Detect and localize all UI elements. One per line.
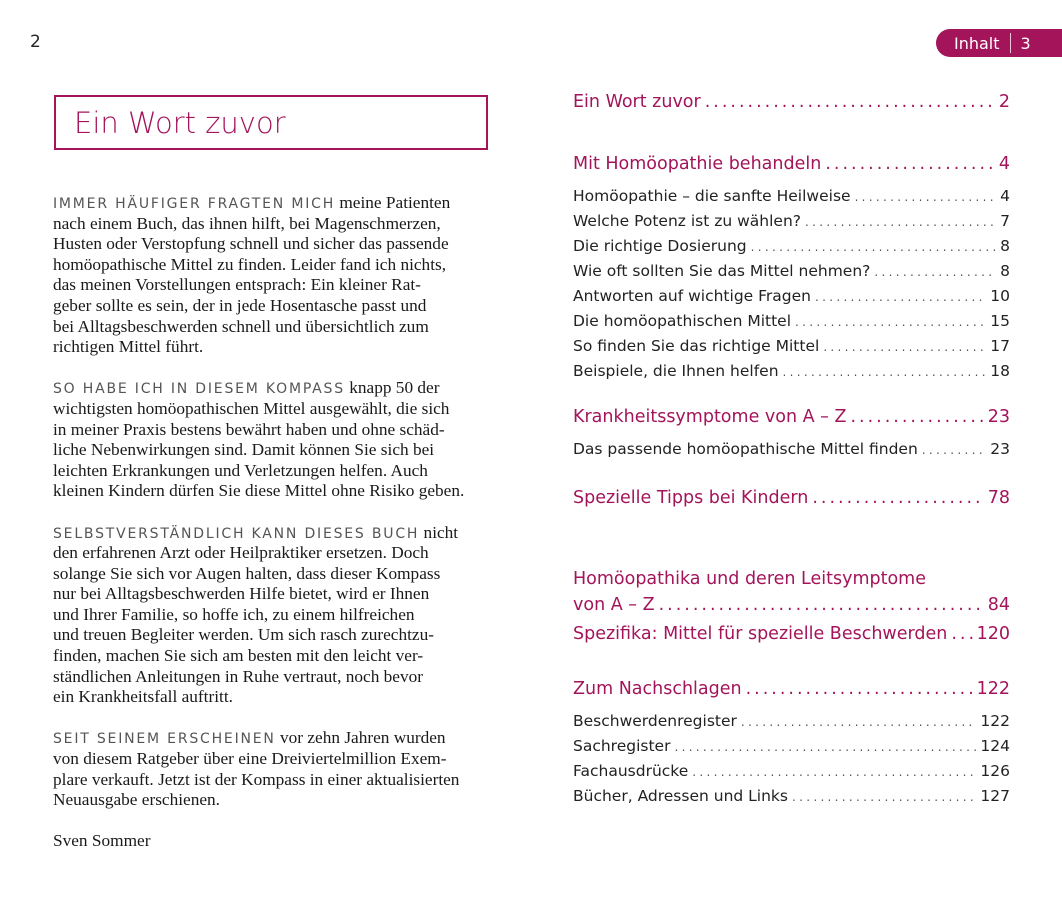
text-line [53, 523, 498, 544]
text-line: wichtigsten homöopathischen Mittel ausgewählt, die sich [53, 398, 450, 418]
toc-entry[interactable] [573, 262, 1010, 280]
page-number-left: 2 [30, 32, 41, 52]
toc-page-number: 17 [990, 337, 1010, 355]
toc-title: Fachausdrücke [573, 762, 689, 780]
text-line [53, 193, 498, 214]
dot-leader [850, 407, 983, 427]
toc-title: Spezifika: Mittel für spezielle Beschwerden [573, 624, 948, 644]
section-tab-label: Inhalt [954, 33, 1000, 53]
dot-leader [659, 595, 984, 615]
line-text: vor zehn Jahren wurden [275, 728, 446, 748]
dot-leader [855, 190, 997, 204]
section-tab [936, 29, 1062, 57]
text-line [53, 378, 498, 399]
toc-title: Das passende homöopathische Mittel finden [573, 440, 918, 458]
lead-in-caps: SEIT SEINEM ERSCHEINEN [53, 731, 276, 748]
toc-title: Beispiele, die Ihnen helfen [573, 362, 779, 380]
toc-title: Mit Homöopathie behandeln [573, 154, 822, 174]
dot-leader [783, 365, 987, 379]
toc-page-number: 7 [1000, 212, 1010, 230]
lead-in-caps: SO HABE ICH IN DIESEM KOMPASS [53, 381, 345, 398]
text-line: richtigen Mittel führt. [53, 337, 204, 357]
text-line: solange Sie sich vor Augen halten, dass dieser Kompass [53, 563, 441, 583]
toc-page-number: 78 [987, 488, 1010, 508]
lead-in-caps: SELBSTVERSTÄNDLICH KANN DIESES BUCH [53, 525, 420, 542]
toc-title: Wie oft sollten Sie das Mittel nehmen? [573, 262, 871, 280]
toc-entry[interactable] [573, 787, 1010, 805]
toc-heading[interactable] [573, 154, 1010, 174]
toc-page-number: 2 [998, 92, 1010, 112]
text-line: ein Krankheitsfall auftritt. [53, 687, 233, 707]
toc-page-number: 23 [987, 407, 1010, 427]
toc-title: So finden Sie das richtige Mittel [573, 337, 820, 355]
toc-page-number: 8 [1000, 237, 1010, 255]
toc-page-number: 122 [976, 679, 1010, 699]
toc-title: Beschwerdenregister [573, 712, 737, 730]
toc-page-number: 10 [990, 287, 1010, 305]
text-line: Neuausgabe erschienen. [53, 790, 220, 810]
lead-in-caps: IMMER HÄUFIGER FRAGTEN MICH [53, 196, 336, 212]
toc-heading[interactable] [573, 624, 1010, 644]
text-line: ständlichen Anleitungen in Ruhe vertraut, noch bevor [53, 666, 424, 686]
toc-title: Bücher, Adressen und Links [573, 787, 788, 805]
text-line: homöopathische Mittel zu finden. Leider fand ich nichts, [53, 254, 447, 274]
toc-entry[interactable] [573, 237, 1010, 255]
toc-page-number: 127 [980, 787, 1010, 805]
toc-title: Spezielle Tipps bei Kindern [573, 488, 809, 508]
toc-title: Antworten auf wichtige Fragen [573, 287, 811, 305]
text-line: geber sollte es sein, der in jede Hosentasche passt und [53, 295, 427, 315]
toc-title: Ein Wort zuvor [573, 92, 701, 112]
text-line: das meinen Vorstellungen entsprach: Ein kleiner Rat- [53, 275, 421, 295]
text-line: kleinen Kindern dürfen Sie diese Mittel ohne Risiko geben. [53, 481, 465, 501]
toc-page-number: 8 [1000, 262, 1010, 280]
tab-divider [1010, 33, 1011, 53]
dot-leader [795, 315, 986, 329]
toc-title: Welche Potenz ist zu wählen? [573, 212, 802, 230]
toc-page-number: 122 [980, 712, 1010, 730]
text-line: nur bei Alltagsbeschwerden Hilfe bietet, wird er Ihnen [53, 584, 430, 604]
toc-title: Sachregister [573, 737, 671, 755]
dot-leader [674, 740, 976, 754]
toc-entry[interactable] [573, 440, 1010, 458]
foreword-text [53, 193, 498, 852]
toc-heading-line[interactable]: Homöopathika und deren Leitsymptome [573, 569, 926, 589]
text-line: leichten Erkrankungen und Verletzungen helfen. Auch [53, 460, 428, 480]
line-text: meine Patienten [335, 193, 451, 212]
toc-entry[interactable] [573, 187, 1010, 205]
toc-entry[interactable] [573, 337, 1010, 355]
paragraph [53, 378, 498, 502]
dot-leader [805, 215, 996, 229]
toc-heading[interactable] [573, 488, 1010, 508]
toc-entry[interactable] [573, 212, 1010, 230]
text-line [53, 728, 498, 749]
toc-title: Homöopathie – die sanfte Heilweise [573, 187, 851, 205]
toc-page-number: 84 [987, 595, 1010, 615]
toc-entry[interactable] [573, 712, 1010, 730]
toc-page-number: 124 [980, 737, 1010, 755]
toc-entry[interactable] [573, 362, 1010, 380]
dot-leader [692, 765, 976, 779]
chapter-title-box [54, 95, 488, 150]
toc-heading[interactable] [573, 679, 1010, 699]
text-line: in meiner Praxis bestens bewährt haben und ohne schäd- [53, 419, 445, 439]
toc-page-number: 23 [990, 440, 1010, 458]
dot-leader [751, 240, 997, 254]
toc-page-number: 15 [990, 312, 1010, 330]
toc-title: Die homöopathischen Mittel [573, 312, 792, 330]
toc-title: von A – Z [573, 595, 655, 615]
toc-title: Zum Nachschlagen [573, 679, 742, 699]
toc-heading[interactable] [573, 595, 1010, 615]
toc-title: Krankheitssymptome von A – Z [573, 407, 847, 427]
toc-entry[interactable] [573, 312, 1010, 330]
toc-page-number: 4 [998, 154, 1010, 174]
text-line: bei Alltagsbeschwerden schnell und übersichtlich zum [53, 316, 429, 336]
dot-leader [705, 92, 995, 112]
dot-leader [823, 340, 986, 354]
dot-leader [792, 790, 976, 804]
toc-page-number: 126 [980, 762, 1010, 780]
toc-heading[interactable] [573, 92, 1010, 112]
dot-leader [825, 154, 995, 174]
dot-leader [812, 488, 983, 508]
paragraph [53, 728, 498, 810]
dot-leader [922, 443, 986, 457]
text-line: den erfahrenen Arzt oder Heilpraktiker ersetzen. Doch [53, 543, 429, 563]
text-line: und treuen Begleiter werden. Um sich rasch zurechtzu- [53, 625, 434, 645]
toc-entry[interactable] [573, 737, 1010, 755]
toc-title: Die richtige Dosierung [573, 237, 747, 255]
dot-leader [815, 290, 986, 304]
toc-entry[interactable] [573, 287, 1010, 305]
signature: Sven Sommer [53, 831, 151, 851]
page-number-right: 3 [1020, 33, 1031, 53]
dot-leader [746, 679, 973, 699]
toc-entry[interactable] [573, 762, 1010, 780]
text-line: finden, machen Sie sich am besten mit den leicht ver- [53, 646, 424, 666]
toc-heading[interactable] [573, 407, 1010, 427]
text-line: und Ihrer Familie, so hoffe ich, zu einem hilfreichen [53, 604, 415, 624]
text-line: nach einem Buch, das ihnen hilft, bei Magenschmerzen, [53, 213, 441, 233]
dot-leader [741, 715, 977, 729]
text-line: Husten oder Verstopfung schnell und sicher das passende [53, 234, 449, 254]
text-line: plare verkauft. Jetzt ist der Kompass in einer aktualisierten [53, 769, 460, 789]
text-line: von diesem Ratgeber über eine Dreiviertelmillion Exem- [53, 749, 447, 769]
line-text: knapp 50 der [344, 378, 440, 398]
paragraph [53, 523, 498, 708]
line-text: nicht [419, 522, 459, 542]
text-line: liche Nebenwirkungen sind. Damit können Sie sich bei [53, 440, 435, 460]
toc-page-number: 4 [1000, 187, 1010, 205]
toc-page-number: 18 [990, 362, 1010, 380]
toc-page-number: 120 [976, 624, 1010, 644]
dot-leader [951, 624, 972, 644]
paragraph [53, 193, 498, 358]
dot-leader [874, 265, 996, 279]
chapter-title: Ein Wort zuvor [74, 106, 286, 140]
